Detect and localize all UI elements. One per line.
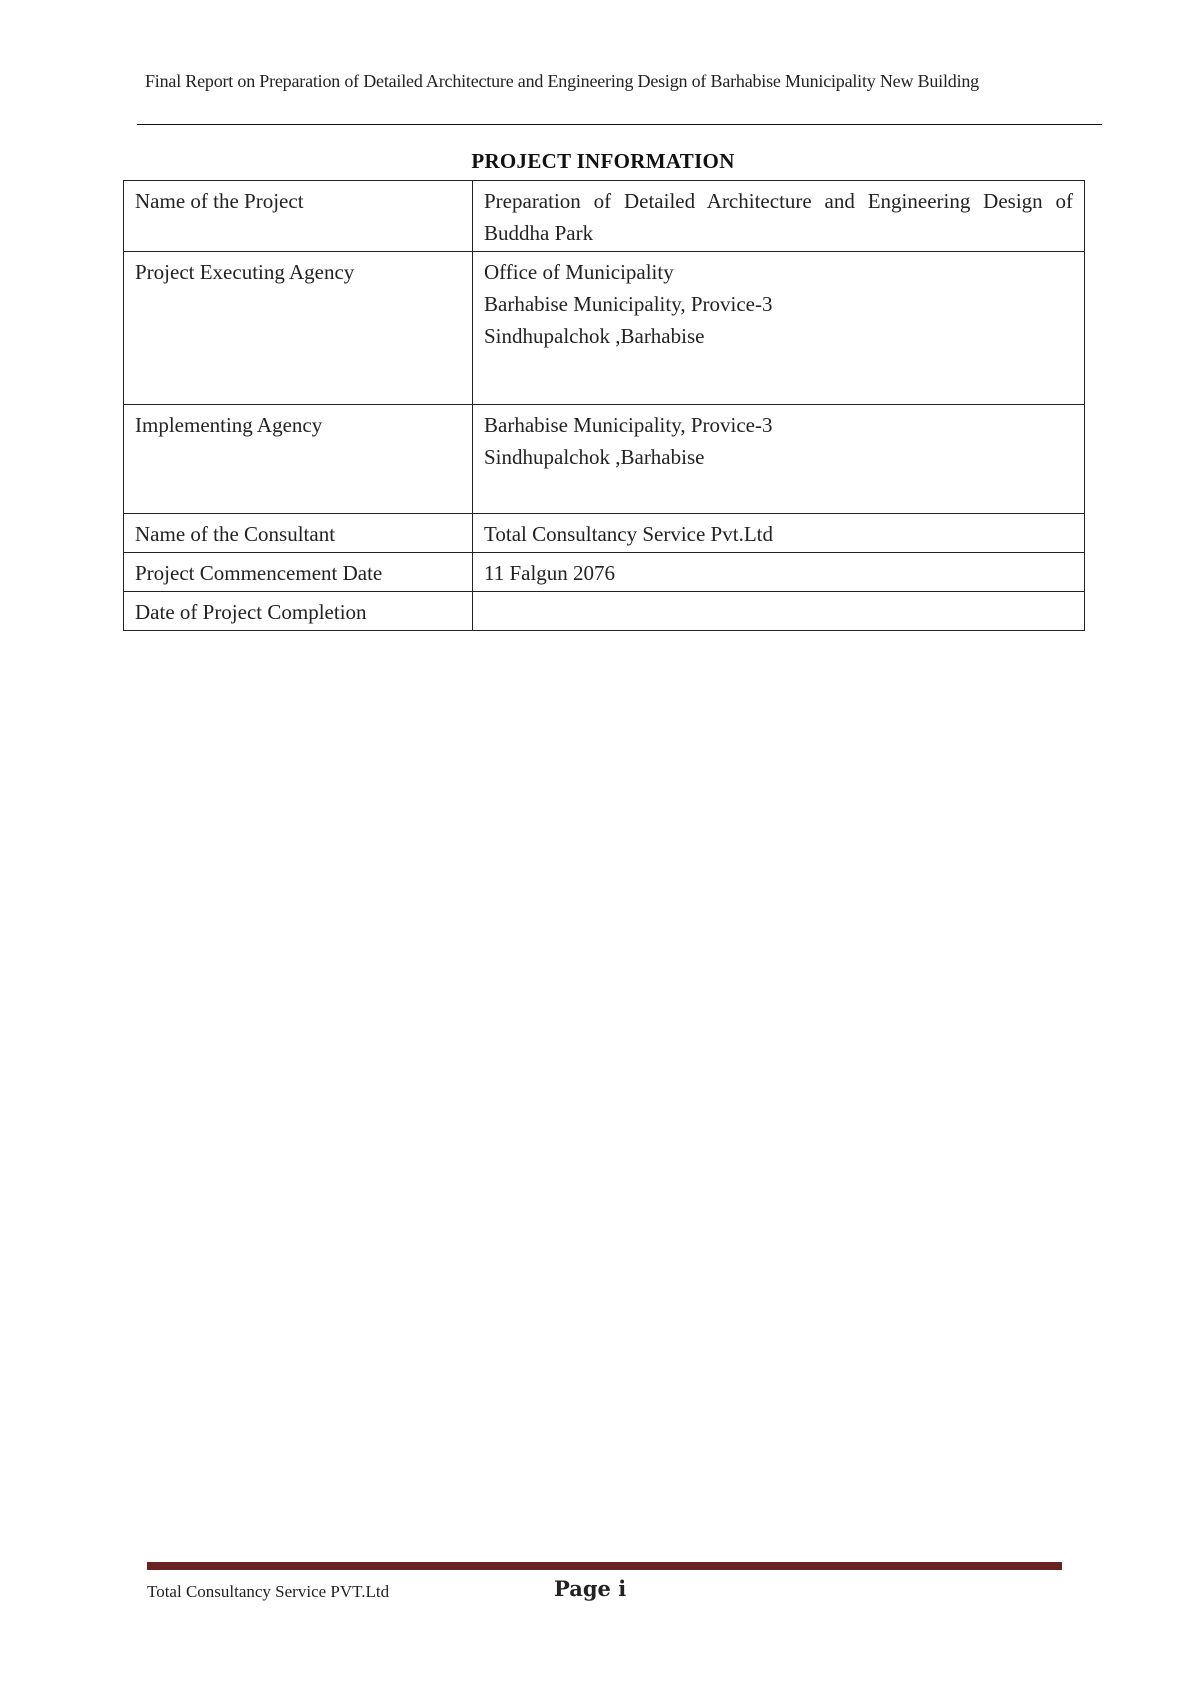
row-value-line: Barhabise Municipality, Provice-3 [484, 413, 773, 437]
row-label: Implementing Agency [124, 405, 473, 514]
table-row-executing-agency [124, 252, 1085, 405]
table-row-commencement-date [124, 553, 1085, 592]
section-title: PROJECT INFORMATION [471, 149, 735, 173]
row-label: Project Commencement Date [124, 553, 473, 592]
row-label: Name of the Project [124, 181, 473, 252]
row-value-line: Barhabise Municipality, Provice-3 [484, 292, 773, 316]
table-row-implementing-agency [124, 405, 1085, 514]
row-value-line: Sindhupalchok ,Barhabise [484, 324, 705, 348]
footer-company: Total Consultancy Service PVT.Ltd [147, 1582, 390, 1601]
running-header: Final Report on Preparation of Detailed Architecture and Engineering Design of Barhabise Municipality New Building [145, 71, 979, 91]
row-value [473, 405, 1085, 514]
row-value [473, 181, 1085, 252]
header-rule [137, 124, 1102, 125]
project-info-table [123, 180, 1085, 631]
row-label: Name of the Consultant [124, 514, 473, 553]
row-value [473, 514, 1085, 553]
table-row-project-name [124, 181, 1085, 252]
row-value [473, 252, 1085, 405]
row-value-line: Sindhupalchok ,Barhabise [484, 445, 705, 469]
row-value-line: Preparation of Detailed Architecture and Engineering Design of Buddha Park [484, 189, 1073, 245]
row-label: Date of Project Completion [124, 592, 473, 631]
row-label: Project Executing Agency [124, 252, 473, 405]
table-row-consultant [124, 514, 1085, 553]
page-number: Page i [554, 1576, 627, 1601]
row-value [473, 553, 1085, 592]
footer-bar [147, 1562, 1062, 1570]
row-value-line: Total Consultancy Service Pvt.Ltd [484, 522, 773, 546]
row-value [473, 592, 1085, 631]
row-value-line: 11 Falgun 2076 [484, 561, 616, 585]
table-row-completion-date [124, 592, 1085, 631]
row-value-line: Office of Municipality [484, 260, 674, 284]
